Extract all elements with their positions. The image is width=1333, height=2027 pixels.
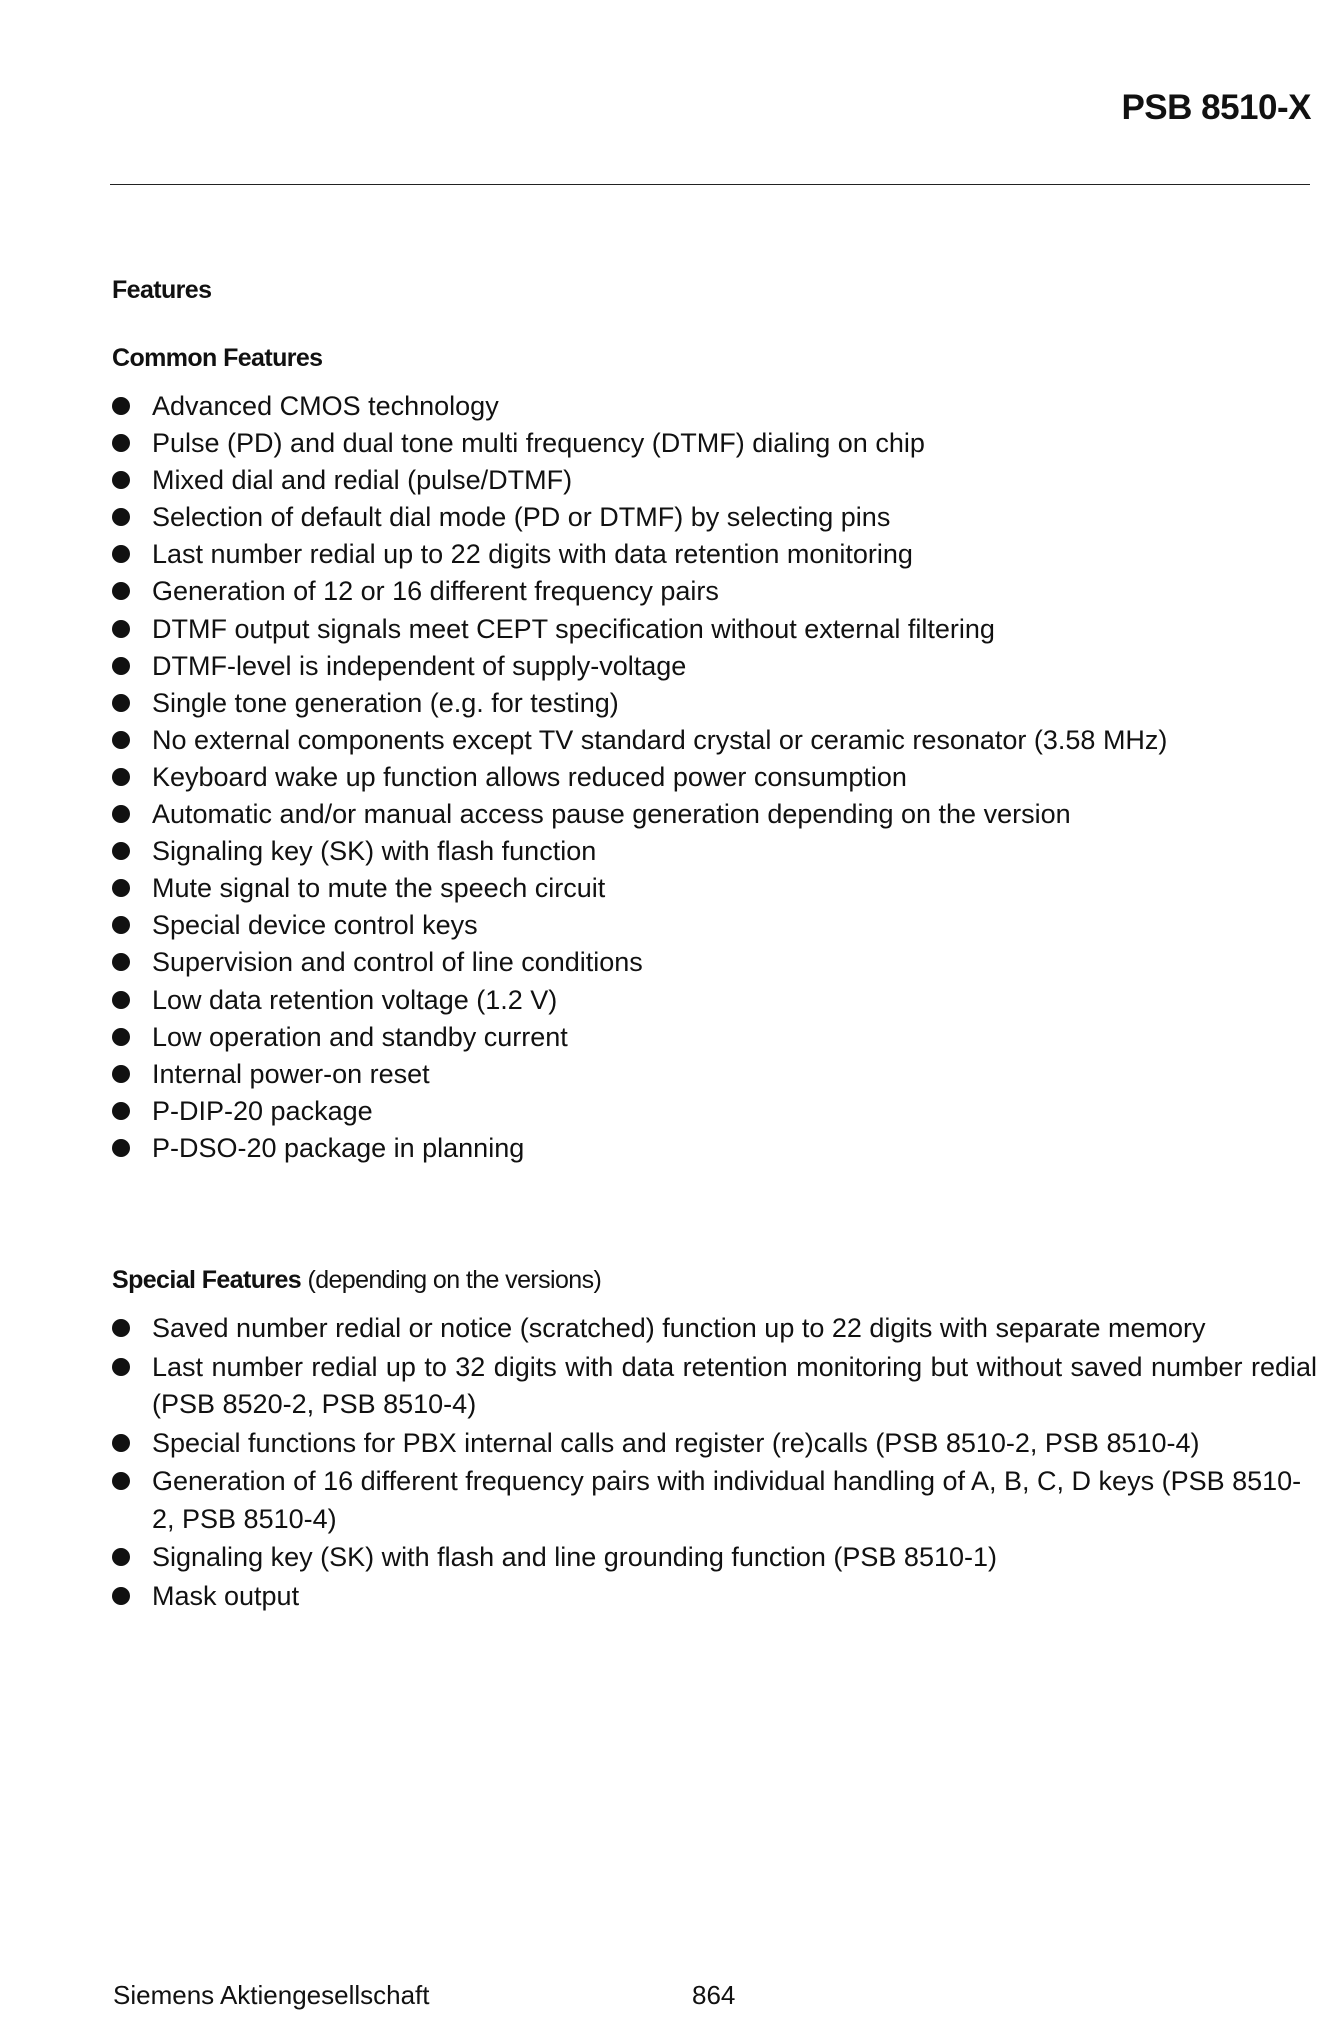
special-features-heading [112,1266,601,1295]
list-item-text: Signaling key (SK) with flash and line grounding function (PSB 8510-1) [152,1542,997,1572]
bullet-icon [112,582,130,600]
list-item-text: P-DIP-20 package [152,1095,373,1126]
list-item [112,759,1322,796]
special-features-subtitle: (depending on the versions) [307,1266,602,1294]
bullet-icon [112,1139,130,1157]
bullet-icon [112,768,130,786]
bullet-icon [112,1587,130,1605]
special-features-list [112,1310,1317,1616]
bullet-icon [112,916,130,934]
list-item [112,722,1322,759]
list-item-text: Single tone generation (e.g. for testing) [152,687,619,718]
list-item-text: Mask output [152,1580,300,1611]
list-item [112,1310,1317,1348]
list-item [112,611,1322,648]
list-item [112,1539,1317,1577]
list-item [112,1056,1322,1093]
bullet-icon [112,953,130,971]
list-item [112,499,1322,536]
list-item [112,944,1322,981]
list-item [112,1019,1322,1056]
list-item-text: Last number redial up to 22 digits with data retention monitoring [152,539,913,570]
list-item [112,536,1322,573]
footer-company: Siemens Aktiengesellschaft [113,1980,430,2010]
bullet-icon [112,508,130,526]
bullet-icon [112,879,130,897]
page-number: 864 [692,1980,736,2010]
list-item [112,425,1322,462]
bullet-icon [112,1102,130,1120]
common-features-heading: Common Features [112,344,323,372]
list-item-text: Supervision and control of line conditions [152,947,643,978]
list-item-text: Last number redial up to 32 digits with data retention monitoring but without saved number redial (PSB 8520-2, PSB 8510-4) [152,1351,1317,1419]
bullet-icon [112,434,130,452]
list-item-text: Generation of 12 or 16 different frequency pairs [152,576,719,607]
list-item [112,1093,1322,1130]
bullet-icon [112,657,130,675]
list-item [112,648,1322,685]
bullet-icon [112,991,130,1009]
list-item [112,1349,1317,1424]
list-item-text: Mute signal to mute the speech circuit [152,873,606,904]
list-item [112,1578,1317,1616]
list-item-text: Mixed dial and redial (pulse/DTMF) [152,465,573,496]
bullet-icon [112,1028,130,1046]
list-item-text: DTMF output signals meet CEPT specification without external filtering [152,613,995,644]
list-item [112,462,1322,499]
list-item [112,685,1322,722]
list-item [112,796,1322,833]
list-item [112,1425,1317,1463]
list-item [112,870,1322,907]
header-divider [110,184,1310,185]
list-item [112,388,1322,425]
bullet-icon [112,620,130,638]
list-item-text: Low operation and standby current [152,1021,568,1052]
bullet-icon [112,545,130,563]
list-item-text: Signaling key (SK) with flash function [152,836,597,867]
list-item-text: Special device control keys [152,910,478,941]
list-item-text: Special functions for PBX internal calls and register (re)calls (PSB 8510-2, PSB 8510-4) [152,1427,1200,1458]
list-item-text: Saved number redial or notice (scratched) function up to 22 digits with separate memory [152,1313,1206,1343]
list-item-text: Internal power-on reset [152,1058,430,1089]
common-features-list [112,388,1322,1167]
bullet-icon [112,1065,130,1083]
bullet-icon [112,805,130,823]
part-number-header: PSB 8510-X [1121,88,1311,127]
list-item-text: P-DSO-20 package in planning [152,1132,525,1163]
bullet-icon [112,842,130,860]
list-item-text: Pulse (PD) and dual tone multi frequency (DTMF) dialing on chip [152,428,925,459]
list-item [112,1130,1322,1167]
features-heading: Features [112,276,212,304]
list-item-text: Generation of 16 different frequency pairs with individual handling of A, B, C, D keys (PSB 8510-2, PSB 8510-4) [152,1466,1302,1534]
list-item-text: Keyboard wake up function allows reduced power consumption [152,761,907,792]
list-item-text: Low data retention voltage (1.2 V) [152,984,558,1015]
list-item-text: Selection of default dial mode (PD or DTMF) by selecting pins [152,502,891,533]
bullet-icon [112,731,130,749]
list-item [112,907,1322,944]
list-item-text: DTMF-level is independent of supply-voltage [152,650,687,681]
list-item-text: Automatic and/or manual access pause generation depending on the version [152,799,1071,830]
list-item [112,833,1322,870]
bullet-icon [112,694,130,712]
bullet-icon [112,1472,130,1490]
list-item-text: No external components except TV standard crystal or ceramic resonator (3.58 MHz) [152,724,1168,755]
bullet-icon [112,1319,130,1337]
list-item [112,982,1322,1019]
bullet-icon [112,1548,130,1566]
special-features-title: Special Features [112,1266,302,1294]
list-item-text: Advanced CMOS technology [152,391,499,421]
list-item [112,573,1322,610]
bullet-icon [112,471,130,489]
list-item [112,1463,1317,1538]
bullet-icon [112,397,130,415]
bullet-icon [112,1434,130,1452]
bullet-icon [112,1358,130,1376]
